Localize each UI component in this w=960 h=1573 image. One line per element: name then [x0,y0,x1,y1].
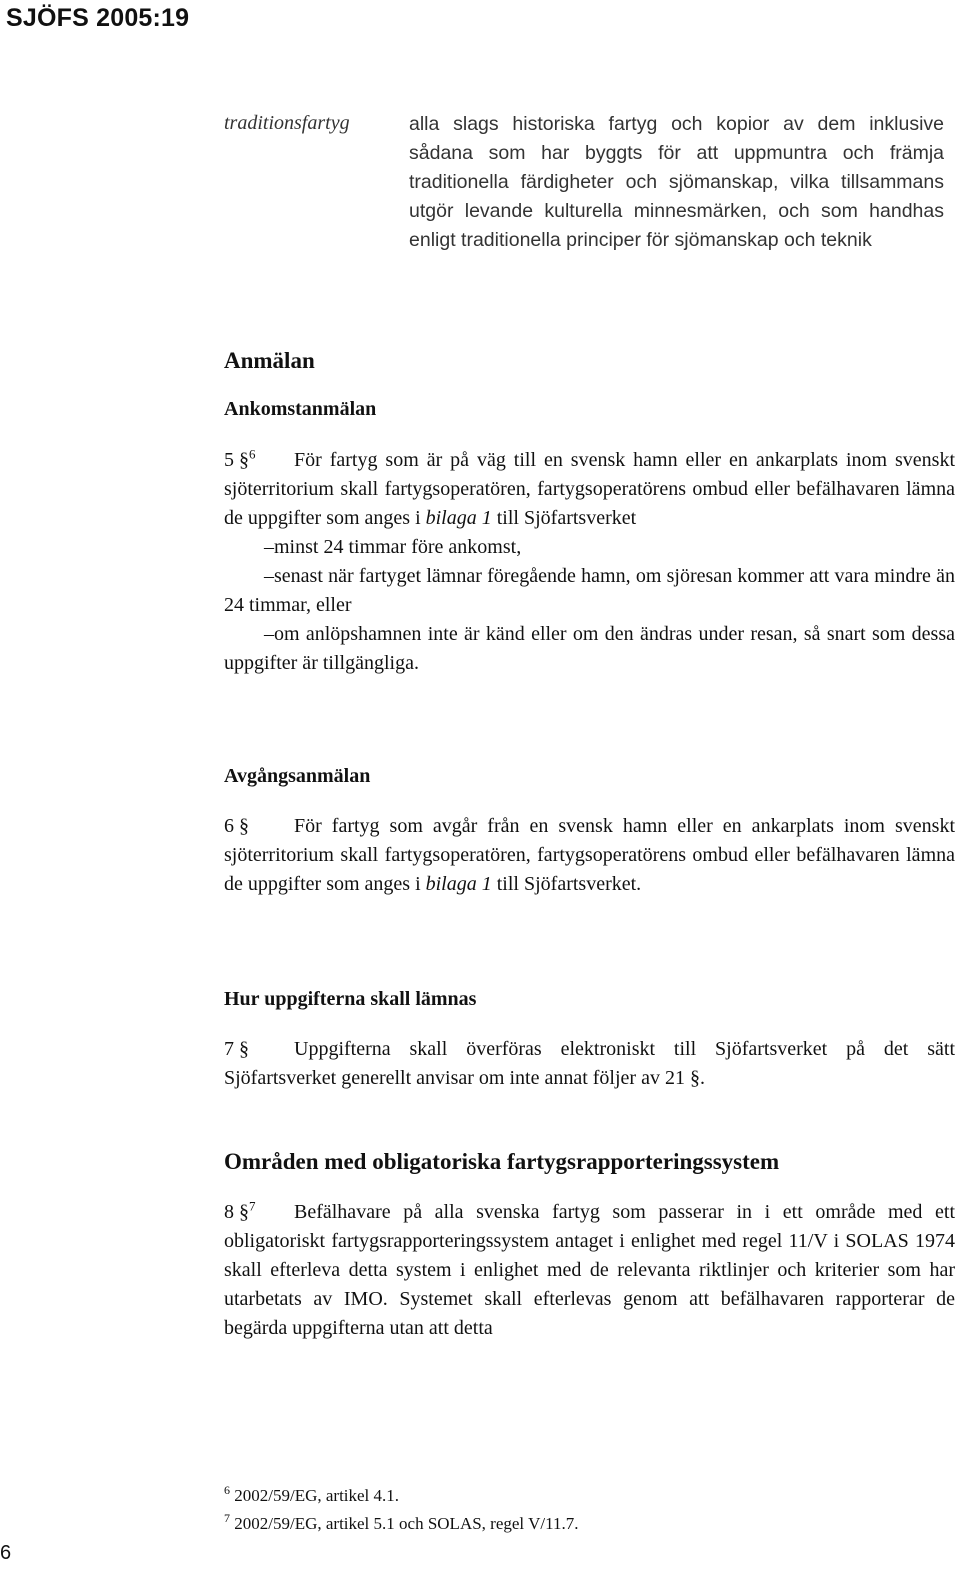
paragraph-6: 6 § För fartyg som avgår från en svensk hamn eller en ankarplats inom svenskt sjöterritorium skall fartygsoperatören, fartygsoperatörens ombud eller befälhavaren lämna de uppgifter som anges i bilaga 1 till Sjöfartsverket. [224,812,955,899]
footnotes [224,1482,578,1538]
subheading-avgangsanmalan: Avgångsanmälan [224,765,371,787]
bilaga-1-reference: bilaga 1 [425,507,492,529]
footnote-ref-7: 7 [249,1198,256,1214]
heading-omraden: Områden med obligatoriska fartygsrapporteringssystem [224,1149,780,1174]
footnote-ref-6: 6 [249,446,256,462]
list-item: –minst 24 timmar före ankomst, [224,533,955,562]
paragraph-5 [224,446,955,678]
bilaga-1-reference: bilaga 1 [425,873,492,895]
paragraph-5-number: 5 § [224,449,249,471]
list-item: –senast när fartyget lämnar föregående hamn, om sjöresan kommer att vara mindre än 24 timmar, eller [224,562,955,620]
footnote-7: $^7$ 2002/59/EG, artikel 5.1 och SOLAS, regel V/11.7. [224,1511,579,1533]
dash-marker: – [264,536,274,558]
paragraph-7-number: 7 § [224,1038,249,1060]
dash-marker: – [264,623,274,645]
paragraph-6-number: 6 § [224,815,249,837]
heading-anmalan: Anmälan [224,348,315,373]
paragraph-8: 8 §$^7$ Befälhavare på alla svenska fartyg som passerar in i ett område med ett obligatoriskt fartygsrapporteringssystem antaget i enlighet med regel 11/V i SOLAS 1974 skall efterleva detta system i enlighet med de relevanta riktlinjer och kriterier som har utarbetats av IMO. Systemet skall efterlevas genom att befälhavaren rapporterar de begärda uppgifterna utan att detta [224,1198,955,1339]
definition-text: alla slags historiska fartyg och kopior av dem inklusive sådana som har byggts för att uppmuntra och främja traditionella färdigheter och sjömanskap, vilka tillsammans utgör levande kulturella minnesmärken, och som handhas enligt traditionella principer för sjömanskap och teknik [409,113,944,251]
list-item: –om anlöpshamnen inte är känd eller om den ändras under resan, så snart som dessa uppgifter är tillgängliga. [224,620,955,678]
subheading-ankomstanmalan: Ankomstanmälan [224,398,377,420]
definition-term: traditionsfartyg [224,112,350,134]
paragraph-5-intro: 5 §$^6$ För fartyg som är på väg till en svensk hamn eller en ankarplats inom svenskt sjöterritorium skall fartygsoperatören, fartygsoperatörens ombud eller befälhavaren lämna de uppgifter som anges i bilaga 1 till Sjöfartsverket [224,446,955,529]
running-head: SJÖFS 2005:19 [6,4,190,32]
page-number: 6 [0,1542,12,1564]
paragraph-8-number: 8 § [224,1201,249,1223]
subheading-hur-uppgifterna: Hur uppgifterna skall lämnas [224,988,477,1010]
dash-marker: – [264,565,274,587]
footnote-6: $^6$ 2002/59/EG, artikel 4.1. [224,1483,400,1505]
paragraph-7: 7 § Uppgifterna skall överföras elektroniskt till Sjöfartsverket på det sätt Sjöfartsverket generellt anvisar om inte annat följer av 21 §. [224,1035,955,1093]
